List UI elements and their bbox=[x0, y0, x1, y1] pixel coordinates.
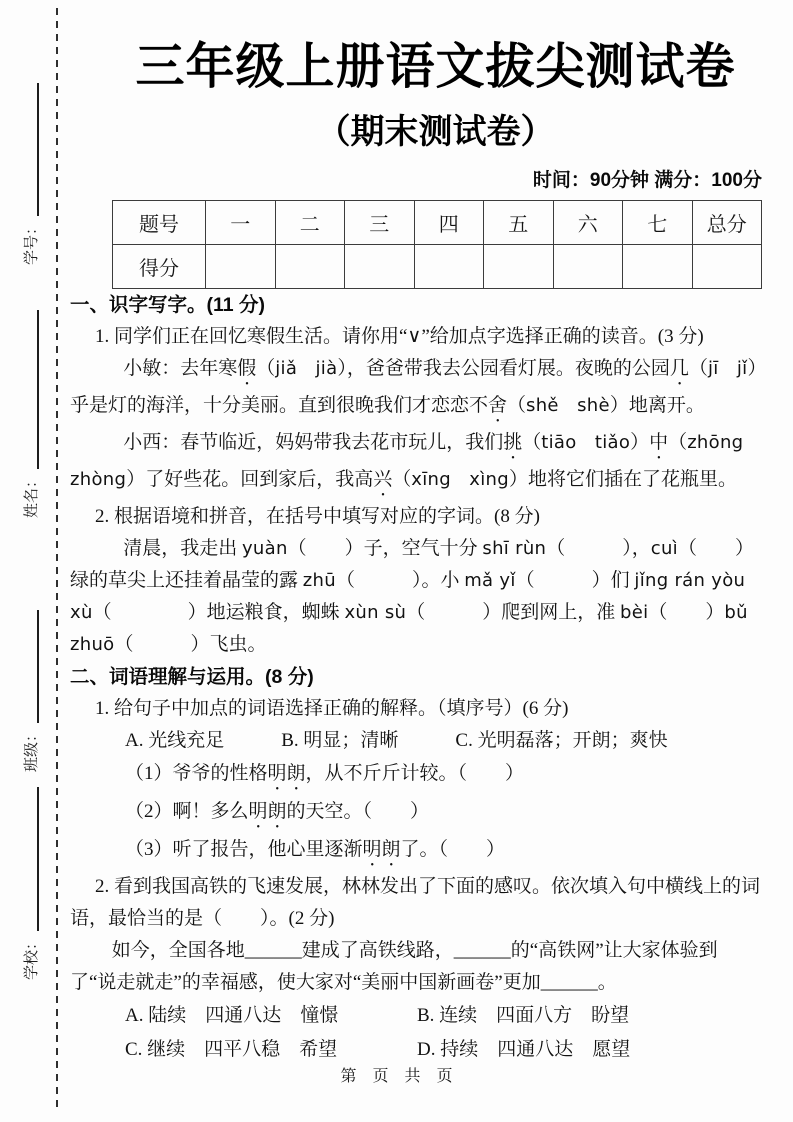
time-and-score-info: 时间：90分钟 满分：100分 bbox=[532, 170, 762, 191]
student-name-blank-line bbox=[37, 310, 39, 469]
exam-subtitle: （期末测试卷） bbox=[316, 113, 555, 151]
text-segment: （1）爷爷的性格 bbox=[125, 763, 268, 784]
score-cell bbox=[345, 245, 415, 289]
option-row-cd bbox=[70, 1033, 764, 1067]
school-field bbox=[15, 787, 45, 980]
emphasized-word: 假 bbox=[237, 358, 257, 379]
text-segment: （ bbox=[688, 358, 708, 379]
section1-question2: 2. 根据语境和拼音，在括号中填写对应的字词。(8 分) bbox=[95, 506, 540, 527]
pinyin-segment: xīng xìng bbox=[411, 469, 509, 490]
score-cell bbox=[623, 245, 693, 289]
definition-choices: A. 光线充足 B. 明显；清晰 C. 光明磊落；开朗；爽快 bbox=[125, 730, 668, 751]
school-label: 学校： bbox=[23, 934, 40, 980]
emphasized-word: 兴 bbox=[373, 469, 393, 490]
col-header-1: 一 bbox=[206, 201, 276, 245]
exam-body bbox=[70, 289, 764, 1067]
text-segment: （ ）子，空气十分 bbox=[287, 538, 483, 559]
text-segment: （ bbox=[256, 358, 276, 379]
page-number-footer: 第 页 共 页 bbox=[340, 1068, 453, 1085]
emphasized-word: 挑 bbox=[503, 432, 523, 453]
text-segment: （ ）爬到网上，准 bbox=[406, 602, 620, 623]
col-header-2: 二 bbox=[275, 201, 345, 245]
text-segment: （ ）， bbox=[546, 538, 651, 559]
text-segment: 小西：春节临近，妈妈带我去花市玩儿，我们 bbox=[123, 432, 504, 453]
text-segment: 清晨，我走出 bbox=[123, 538, 242, 559]
text-segment: （ bbox=[522, 432, 542, 453]
text-segment: （3）听了报告，他心里逐渐 bbox=[125, 839, 363, 860]
pinyin-segment: cuì bbox=[650, 538, 678, 559]
text-segment: （ bbox=[668, 432, 688, 453]
pinyin-segment: tiāo tiǎo bbox=[541, 432, 631, 453]
text-segment: （ ）地运粮食，蜘蛛 bbox=[92, 602, 345, 623]
fill-blank-passage: 如今，全国各地______建成了高铁线路，______的“高铁网”让大家体验到了“说走就走”的幸福感，使大家对“美丽中国新画卷”更加______。 bbox=[70, 940, 718, 993]
total-score-header: 总分 bbox=[692, 201, 762, 245]
emphasized-word: 明朗 bbox=[267, 763, 306, 784]
score-table bbox=[112, 200, 762, 289]
pinyin-segment: mǎ yǐ bbox=[464, 570, 516, 591]
emphasized-word: 舍 bbox=[488, 395, 508, 416]
text-segment: （ ）。小 bbox=[335, 570, 465, 591]
xiaomin-paragraph bbox=[70, 353, 764, 427]
text-segment: 了。（ ） bbox=[400, 839, 506, 860]
col-header-4: 四 bbox=[414, 201, 484, 245]
score-cell bbox=[484, 245, 554, 289]
student-name-label: 姓名： bbox=[23, 472, 40, 518]
col-header-5: 五 bbox=[484, 201, 554, 245]
class-label: 班级： bbox=[23, 726, 40, 772]
score-table-score-row bbox=[113, 245, 762, 289]
text-segment: ） bbox=[630, 432, 650, 453]
option-d: D. 持续 四通八达 愿望 bbox=[417, 1039, 631, 1060]
score-cell bbox=[206, 245, 276, 289]
student-id-label: 学号： bbox=[23, 219, 40, 265]
emphasized-word: 几 bbox=[669, 358, 689, 379]
option-row-ab bbox=[70, 999, 764, 1033]
class-blank-line bbox=[37, 610, 39, 723]
subquestion-3 bbox=[70, 833, 764, 871]
exam-title: 三年级上册语文拔尖测试卷 bbox=[135, 40, 736, 94]
seal-dashed-line bbox=[56, 8, 58, 1108]
text-segment: ）乎是灯的海洋，十分美丽。直到很晚我们才恋恋不 bbox=[70, 358, 757, 416]
class-field bbox=[15, 610, 45, 772]
section2-header: 二、词语理解与运用。(8 分) bbox=[70, 666, 314, 688]
school-blank-line bbox=[37, 787, 39, 931]
pinyin-segment: zhōng zhòng bbox=[70, 432, 744, 490]
text-segment: ）地离开。 bbox=[609, 395, 705, 416]
text-segment: （ bbox=[392, 469, 412, 490]
pinyin-segment: bǔ zhuō bbox=[70, 602, 748, 655]
score-cell bbox=[692, 245, 762, 289]
score-cell bbox=[275, 245, 345, 289]
section2-question1: 1. 给句子中加点的词语选择正确的解释。（填序号）(6 分) bbox=[95, 698, 569, 719]
text-segment: 的天空。（ ） bbox=[286, 801, 430, 822]
text-segment: ），爸爸带我去公园看灯展。夜晚的公园 bbox=[337, 358, 670, 379]
pinyin-segment: yuàn bbox=[241, 538, 288, 559]
text-segment: （ ）们 bbox=[515, 570, 635, 591]
col-header-6: 六 bbox=[553, 201, 623, 245]
student-id-blank-line bbox=[37, 83, 39, 216]
section1-question1: 1. 同学们正在回忆寒假生活。请你用“∨”给加点字选择正确的读音。(3 分) bbox=[95, 326, 704, 347]
qingchen-paragraph bbox=[70, 533, 764, 661]
pinyin-segment: shě shè bbox=[526, 395, 610, 416]
text-segment: 小敏：去年寒 bbox=[123, 358, 238, 379]
text-segment: （ bbox=[507, 395, 527, 416]
pinyin-segment: bèi bbox=[619, 602, 649, 623]
score-cell bbox=[553, 245, 623, 289]
pinyin-segment: jī jǐ bbox=[707, 358, 748, 379]
col-header-3: 三 bbox=[345, 201, 415, 245]
pinyin-segment: xùn sù bbox=[344, 602, 407, 623]
subquestion-2 bbox=[70, 795, 764, 833]
text-segment: （ ）飞虫。 bbox=[114, 634, 267, 655]
col-header-7: 七 bbox=[623, 201, 693, 245]
text-segment: （2）啊！多么 bbox=[125, 801, 249, 822]
pinyin-segment: jǐng rán yòu xù bbox=[70, 570, 746, 623]
option-c: C. 继续 四平八稳 希望 bbox=[125, 1039, 338, 1060]
emphasized-word: 明朗 bbox=[248, 801, 287, 822]
student-id-field bbox=[15, 83, 45, 265]
emphasized-word: 中 bbox=[649, 432, 669, 453]
text-segment: （ ） bbox=[648, 602, 725, 623]
option-a: A. 陆续 四通八达 憧憬 bbox=[125, 1005, 339, 1026]
option-b: B. 连续 四面八方 盼望 bbox=[417, 1005, 630, 1026]
text-segment: （ ）绿的草尖上还挂着晶莹的露 bbox=[70, 538, 754, 591]
text-segment: ）了好些花。回到家后，我高 bbox=[126, 469, 374, 490]
pinyin-segment: shī rùn bbox=[482, 538, 547, 559]
text-segment: ）地将它们插在了花瓶里。 bbox=[508, 469, 737, 490]
score-row-label: 得分 bbox=[113, 245, 206, 289]
student-name-field bbox=[15, 310, 45, 518]
question-number-header: 题号 bbox=[113, 201, 206, 245]
emphasized-word: 明朗 bbox=[362, 839, 401, 860]
xiaoxi-paragraph bbox=[70, 427, 764, 501]
text-segment: ，从不斤斤计较。（ ） bbox=[305, 763, 525, 784]
subquestion-1 bbox=[70, 757, 764, 795]
score-table-header-row bbox=[113, 201, 762, 245]
section1-header: 一、识字写字。(11 分) bbox=[70, 294, 266, 316]
score-cell bbox=[414, 245, 484, 289]
pinyin-segment: jiǎ jià bbox=[275, 358, 338, 379]
section2-question2: 2. 看到我国高铁的飞速发展，林林发出了下面的感叹。依次填入句中横线上的词语，最恰当的是（ ）。(2 分) bbox=[70, 876, 761, 929]
pinyin-segment: zhū bbox=[302, 570, 336, 591]
